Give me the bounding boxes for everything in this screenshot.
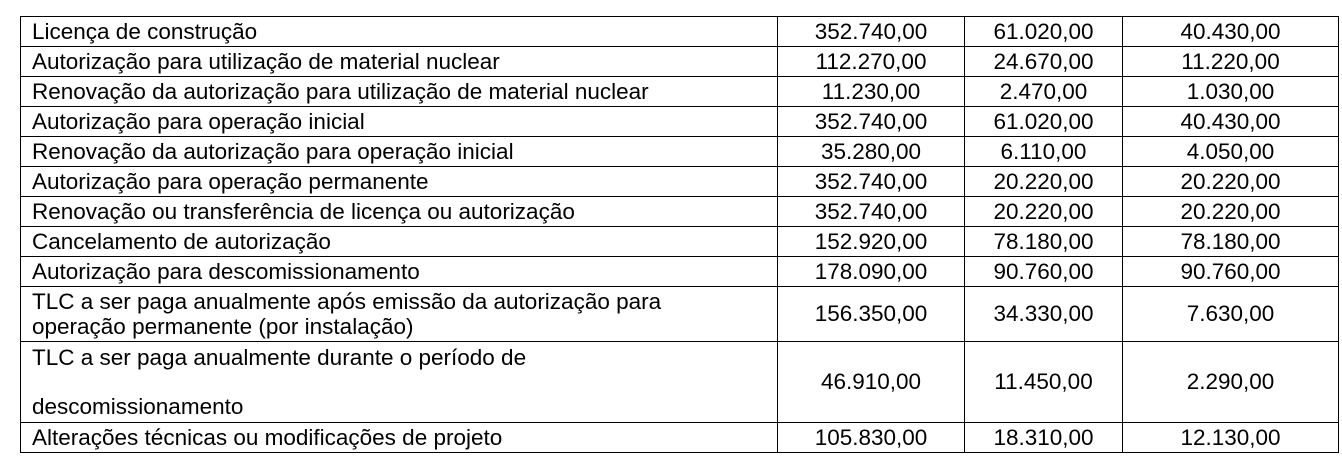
row-description: Renovação da autorização para utilização de material nuclear — [21, 77, 778, 107]
table-row — [21, 167, 1339, 197]
table-row — [21, 227, 1339, 257]
row-description-line: TLC a ser paga anualmente após emissão da autorização para — [32, 289, 662, 314]
row-description — [21, 287, 778, 342]
value-cell: 40.430,00 — [1123, 17, 1339, 47]
value-cell: 20.220,00 — [965, 197, 1123, 227]
value-cell: 152.920,00 — [778, 227, 965, 257]
value-cell: 34.330,00 — [965, 287, 1123, 342]
fee-table — [20, 16, 1339, 453]
value-cell: 61.020,00 — [965, 17, 1123, 47]
row-description: Autorização para operação permanente — [21, 167, 778, 197]
value-cell: 78.180,00 — [965, 227, 1123, 257]
value-cell: 20.220,00 — [1123, 167, 1339, 197]
table-row — [21, 17, 1339, 47]
row-description: Autorização para operação inicial — [21, 107, 778, 137]
value-cell: 105.830,00 — [778, 423, 965, 453]
value-cell: 2.470,00 — [965, 77, 1123, 107]
value-cell: 7.630,00 — [1123, 287, 1339, 342]
value-cell: 20.220,00 — [965, 167, 1123, 197]
value-cell: 40.430,00 — [1123, 107, 1339, 137]
value-cell: 352.740,00 — [778, 17, 965, 47]
table-row — [21, 137, 1339, 167]
row-description: Autorização para utilização de material nuclear — [21, 47, 778, 77]
value-cell: 61.020,00 — [965, 107, 1123, 137]
value-cell: 35.280,00 — [778, 137, 965, 167]
row-description: Alterações técnicas ou modificações de projeto — [21, 423, 778, 453]
table-row — [21, 107, 1339, 137]
row-description: Renovação da autorização para operação inicial — [21, 137, 778, 167]
value-cell: 90.760,00 — [1123, 257, 1339, 287]
value-cell: 18.310,00 — [965, 423, 1123, 453]
value-cell: 46.910,00 — [778, 342, 965, 423]
row-description: Autorização para descomissionamento — [21, 257, 778, 287]
value-cell: 11.230,00 — [778, 77, 965, 107]
value-cell: 352.740,00 — [778, 197, 965, 227]
value-cell: 90.760,00 — [965, 257, 1123, 287]
value-cell: 20.220,00 — [1123, 197, 1339, 227]
row-description: Cancelamento de autorização — [21, 227, 778, 257]
value-cell: 352.740,00 — [778, 167, 965, 197]
value-cell: 78.180,00 — [1123, 227, 1339, 257]
value-cell: 178.090,00 — [778, 257, 965, 287]
row-description: Renovação ou transferência de licença ou autorização — [21, 197, 778, 227]
table-row — [21, 342, 1339, 423]
table-row — [21, 287, 1339, 342]
value-cell: 6.110,00 — [965, 137, 1123, 167]
line-gap — [32, 370, 773, 394]
row-description — [21, 342, 778, 423]
value-cell: 24.670,00 — [965, 47, 1123, 77]
value-cell: 1.030,00 — [1123, 77, 1339, 107]
row-description-line: operação permanente (por instalação) — [32, 314, 414, 339]
row-description-line: descomissionamento — [32, 394, 244, 419]
value-cell: 12.130,00 — [1123, 423, 1339, 453]
value-cell: 156.350,00 — [778, 287, 965, 342]
table-row — [21, 47, 1339, 77]
table-row — [21, 257, 1339, 287]
table-row — [21, 197, 1339, 227]
value-cell: 11.220,00 — [1123, 47, 1339, 77]
value-cell: 112.270,00 — [778, 47, 965, 77]
value-cell: 11.450,00 — [965, 342, 1123, 423]
table-row — [21, 77, 1339, 107]
value-cell: 2.290,00 — [1123, 342, 1339, 423]
row-description-line: TLC a ser paga anualmente durante o período de — [32, 345, 527, 370]
value-cell: 352.740,00 — [778, 107, 965, 137]
row-description: Licença de construção — [21, 17, 778, 47]
table-row — [21, 423, 1339, 453]
value-cell: 4.050,00 — [1123, 137, 1339, 167]
